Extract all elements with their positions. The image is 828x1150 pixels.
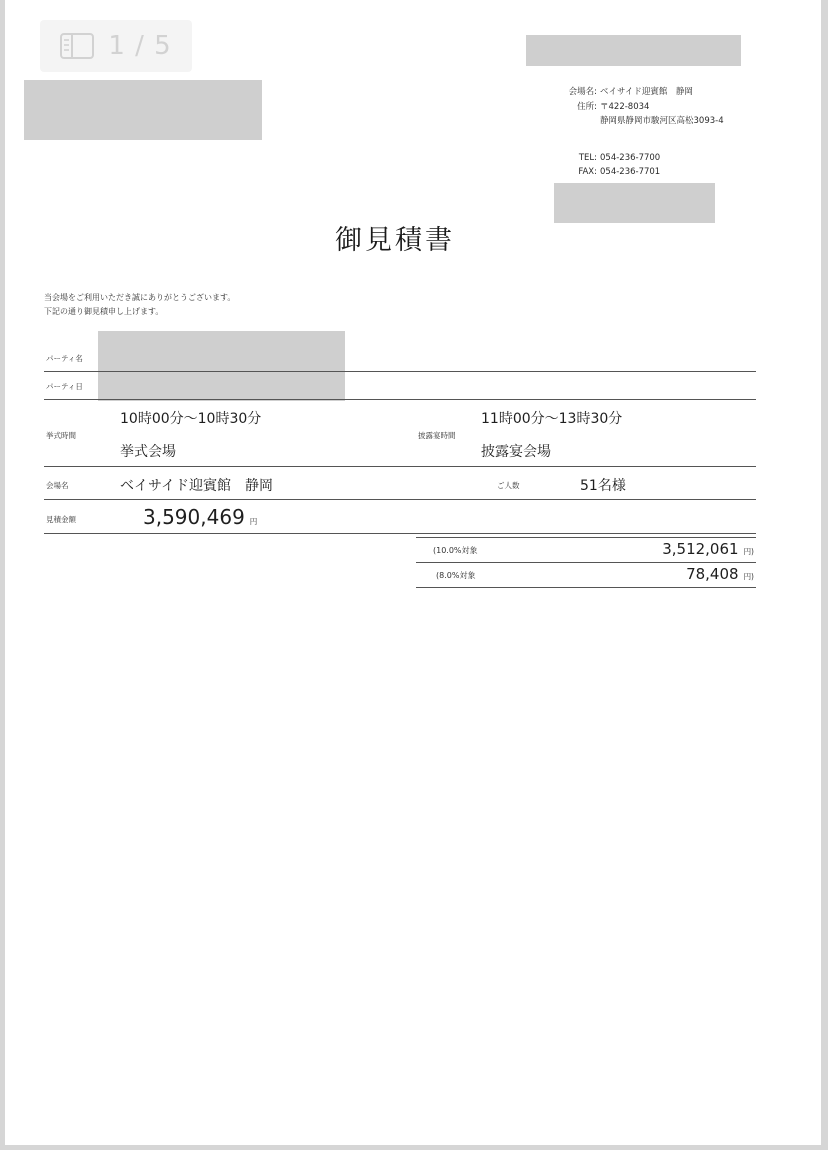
rule-tax-top xyxy=(416,537,756,538)
rule-tax-bottom xyxy=(416,587,756,588)
company-venue-name: ベイサイド迎賓館 静岡 xyxy=(600,87,693,97)
rule-party-name xyxy=(44,371,756,372)
greeting-line-2: 下記の通り御見積申し上げます。 xyxy=(44,307,164,316)
rule-party-date xyxy=(44,399,756,400)
greeting-line-1: 当会場をご利用いただき誠にありがとうございます。 xyxy=(44,293,236,302)
tel-label: TEL: xyxy=(578,152,597,163)
redaction-block-top-right xyxy=(526,35,741,66)
tax-10-label: (10.0%対象 xyxy=(433,546,478,555)
tax-8-amount: 78,408 xyxy=(686,565,739,583)
tax-8-unit: 円) xyxy=(743,572,754,581)
venue-label: 会場名 xyxy=(46,481,69,490)
party-date-label: パーティ日 xyxy=(46,382,83,391)
estimate-label: 見積金額 xyxy=(46,515,76,524)
redaction-block-stamp xyxy=(554,183,715,223)
viewer-frame-right xyxy=(821,0,828,1150)
document-title: 御見積書 xyxy=(335,225,455,256)
guest-count: 51名様 xyxy=(580,478,626,494)
reception-venue: 披露宴会場 xyxy=(481,444,551,460)
fax-label: FAX: xyxy=(578,167,597,177)
rule-times xyxy=(44,466,756,467)
viewer-frame-left xyxy=(0,0,5,1150)
venue-name: ベイサイド迎賓館 静岡 xyxy=(120,478,274,494)
page-number: 1 / 5 xyxy=(108,31,172,61)
tax-10-unit: 円) xyxy=(743,547,754,556)
page-indicator[interactable] xyxy=(40,20,192,72)
ceremony-time-label: 挙式時間 xyxy=(46,431,76,440)
tax-10-amount-wrap xyxy=(662,540,754,558)
redaction-block-party-info xyxy=(98,331,345,401)
tax-8-label: (8.0%対象 xyxy=(436,571,476,580)
redaction-block-recipient xyxy=(24,80,262,140)
rule-estimate xyxy=(44,533,756,534)
company-info xyxy=(555,85,724,180)
party-name-label: パーティ名 xyxy=(46,354,83,363)
address-label: 住所: xyxy=(577,101,597,112)
rule-venue xyxy=(44,499,756,500)
guests-label: ご人数 xyxy=(497,481,520,490)
tax-10-amount: 3,512,061 xyxy=(662,540,739,558)
reception-time-label: 披露宴時間 xyxy=(418,431,456,440)
company-fax: 054-236-7701 xyxy=(600,167,661,177)
venue-name-label: 会場名: xyxy=(568,87,597,97)
ceremony-time: 10時00分～10時30分 xyxy=(120,411,262,427)
tax-8-amount-wrap xyxy=(686,565,754,583)
greeting xyxy=(44,291,235,319)
ceremony-venue: 挙式会場 xyxy=(120,444,176,460)
estimate-yen: 円 xyxy=(249,517,258,526)
viewer-frame-bottom xyxy=(0,1145,828,1150)
rule-tax-middle xyxy=(416,562,756,563)
estimate-amount-wrap xyxy=(143,505,257,529)
company-tel: 054-236-7700 xyxy=(600,152,661,163)
reception-time: 11時00分～13時30分 xyxy=(481,411,623,427)
sidebar-toggle-icon xyxy=(60,33,94,59)
postal-code: 〒422-8034 xyxy=(600,101,650,112)
estimate-amount: 3,590,469 xyxy=(143,505,245,529)
company-address: 静岡県静岡市駿河区高松3093-4 xyxy=(600,116,724,126)
